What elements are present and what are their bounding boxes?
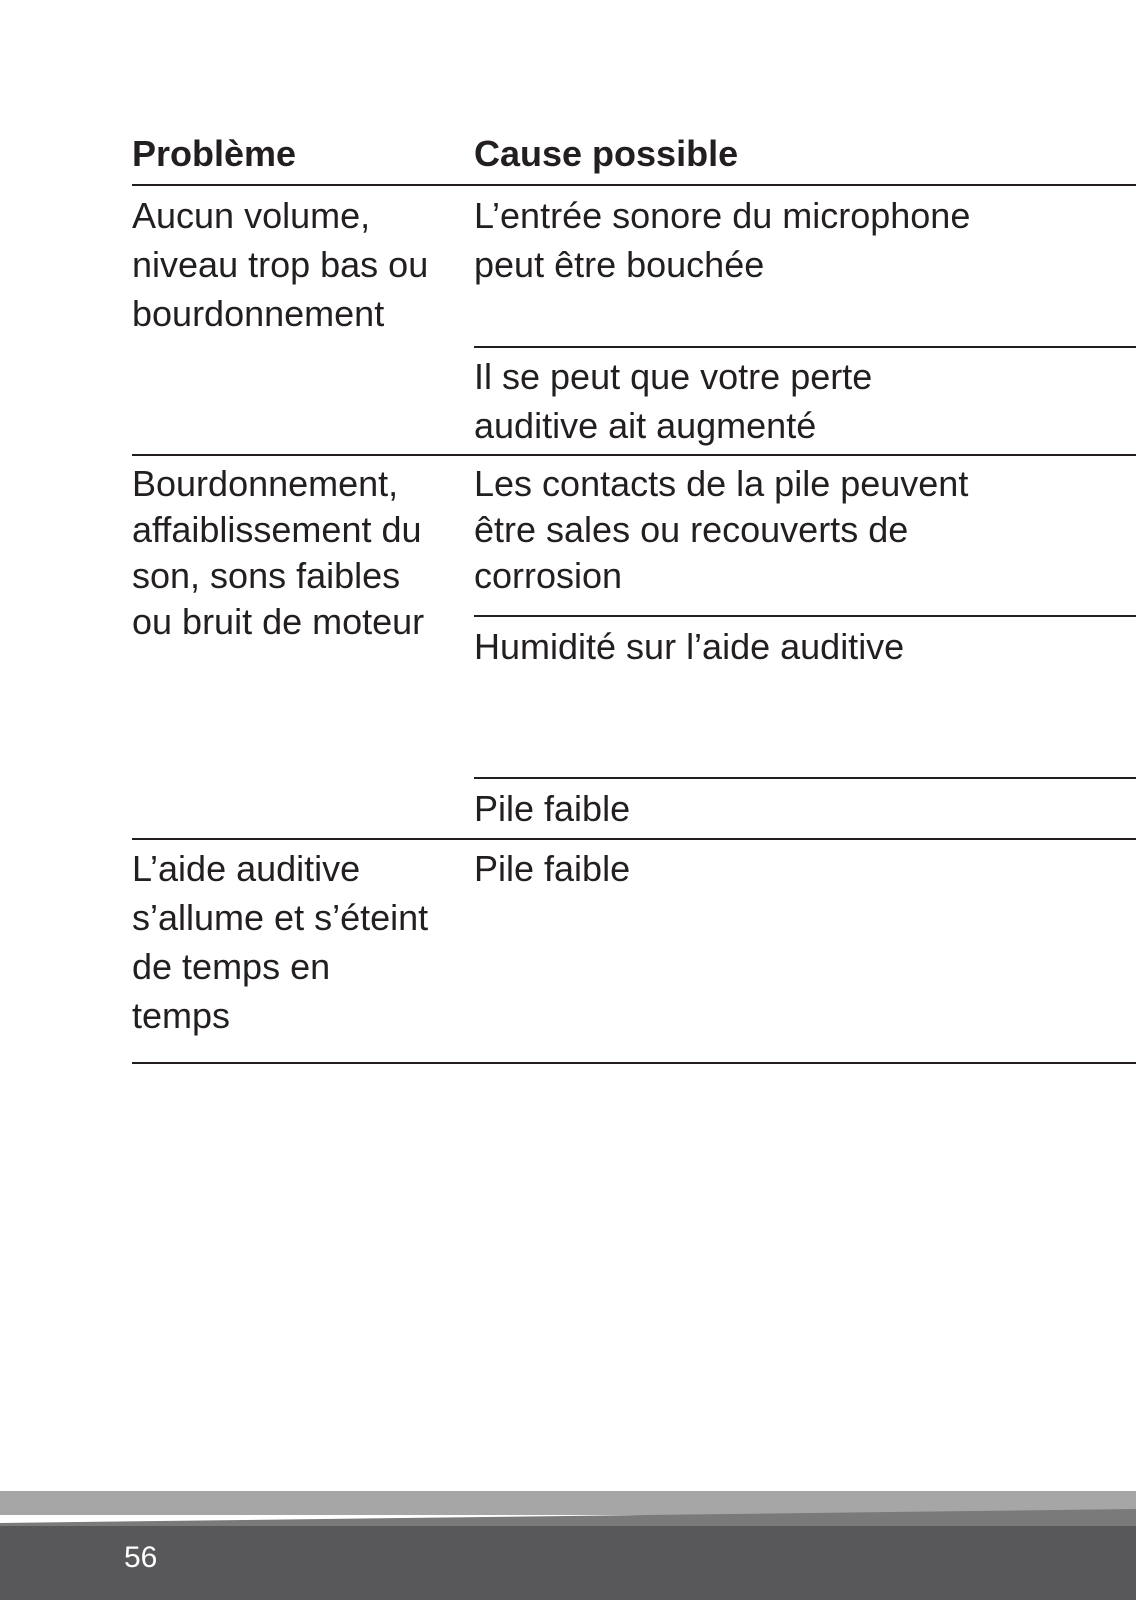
problem-line: de temps en — [132, 946, 331, 987]
cause-line: L’entrée sonore du microphone — [474, 195, 971, 236]
cause-cell-humidity — [474, 622, 904, 671]
problem-line: ou bruit de moteur — [132, 601, 425, 642]
cause-cell-weak-battery — [474, 784, 630, 833]
cause-divider — [474, 615, 1136, 617]
cause-cell-weak-battery — [474, 844, 630, 893]
cause-line: Les contacts de la pile peuvent — [474, 463, 969, 504]
problem-line: Bourdonnement, — [132, 463, 399, 504]
problem-line: affaiblissement du — [132, 509, 422, 550]
cause-line: Il se peut que votre perte — [474, 356, 873, 397]
cause-cell-dirty-contacts — [474, 461, 968, 599]
cause-line: peut être bouchée — [474, 244, 765, 285]
cause-cell-hearing-loss — [474, 352, 872, 450]
problem-cell-intermittent — [132, 844, 428, 1040]
table-bottom-rule — [132, 1062, 1136, 1064]
cause-divider — [474, 346, 1136, 348]
cause-line: Pile faible — [474, 788, 631, 829]
problem-line: son, sons faibles — [132, 555, 401, 596]
problem-line: Aucun volume, — [132, 195, 371, 236]
column-header-cause: Cause possible — [474, 133, 739, 174]
cause-line: auditive ait augmenté — [474, 405, 817, 446]
row-divider — [132, 838, 1136, 840]
cause-cell-microphone-blocked — [474, 191, 970, 289]
page-number: 56 — [124, 1541, 158, 1574]
problem-line: bourdonnement — [132, 293, 385, 334]
header-divider — [132, 184, 1136, 186]
cause-line: Pile faible — [474, 848, 631, 889]
problem-line: s’allume et s’éteint — [132, 897, 429, 938]
cause-divider — [474, 777, 1136, 779]
cause-line: Humidité sur l’aide auditive — [474, 626, 905, 667]
cause-line: corrosion — [474, 555, 623, 596]
row-divider — [132, 454, 1136, 456]
column-header-problem: Problème — [132, 133, 297, 174]
footer-bar — [0, 1526, 1136, 1600]
problem-line: L’aide auditive — [132, 848, 361, 889]
cause-line: être sales ou recouverts de — [474, 509, 909, 550]
problem-cell-buzzing — [132, 461, 424, 645]
problem-line: temps — [132, 995, 231, 1036]
problem-cell-no-volume — [132, 191, 428, 338]
problem-line: niveau trop bas ou — [132, 244, 429, 285]
